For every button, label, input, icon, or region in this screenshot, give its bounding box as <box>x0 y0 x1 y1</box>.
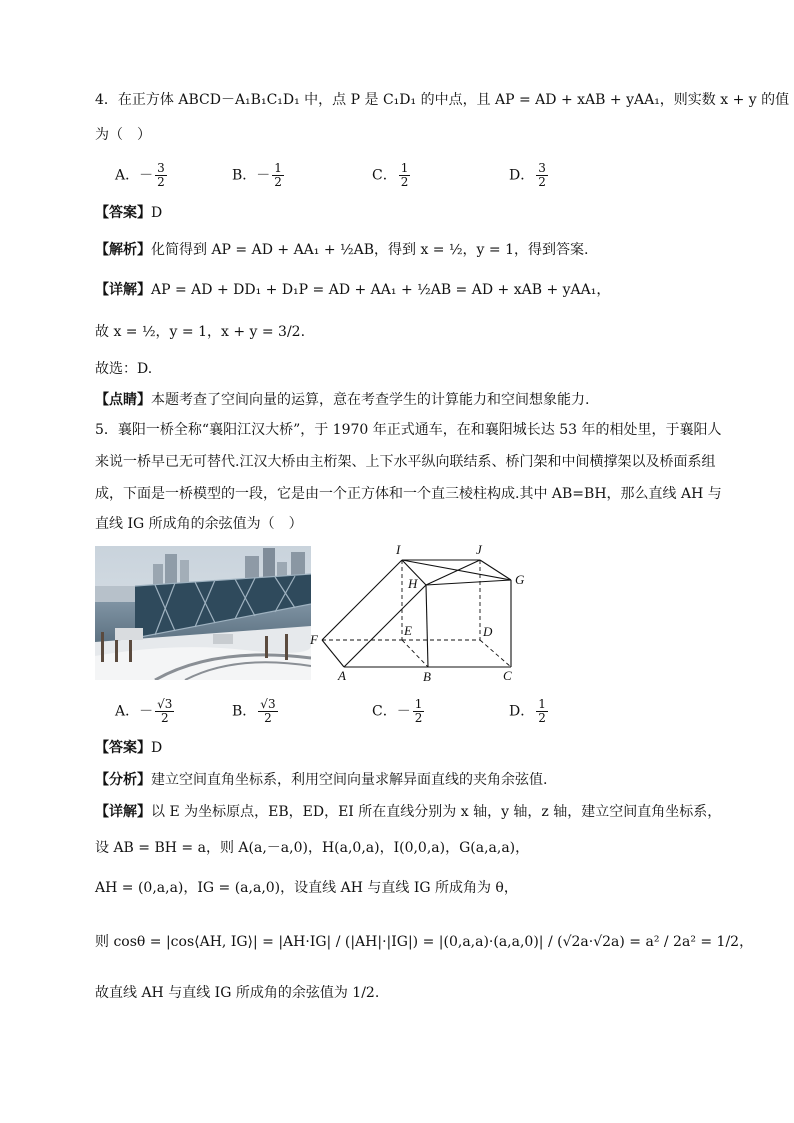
q4-option-d[interactable]: D． $\frac{3}{2}$ <box>509 161 546 189</box>
label-c: C <box>503 668 512 683</box>
q5-stem-line4: 直线 IG 所成角的余弦值为（ ） <box>95 516 303 532</box>
geometry-diagram <box>308 540 538 685</box>
label-e: E <box>404 623 412 638</box>
label-f: F <box>310 632 318 647</box>
bridge-photo <box>95 546 311 680</box>
label-i: I <box>396 542 401 557</box>
q5-detail-line2: 设 AB = BH = a，则 A(a,－a,0)，H(a,0,a)，I(0,0,a)，G(a,a,a)， <box>95 840 530 856</box>
label-d: D <box>483 624 493 639</box>
label-b: B <box>423 669 431 684</box>
edge-fa <box>322 640 344 667</box>
q4-option-b[interactable]: B．－ $\frac{1}{2}$ <box>232 161 282 189</box>
q5-detail-line3: AH = (0,a,a)，IG = (a,a,0)，设直线 AH 与直线 IG 所成角为 θ， <box>95 880 518 896</box>
label-j: J <box>476 542 482 557</box>
q5-option-c[interactable]: C．－ $\frac{1}{2}$ <box>372 697 423 725</box>
edge-hg <box>426 580 511 585</box>
q4-detail-line1: 【详解】AP = AD + DD₁ + D₁P = AD + AA₁ + ½AB = AD + xAB + yAA₁， <box>95 282 611 298</box>
bridge-photo-illustration <box>95 546 311 680</box>
label-h: H <box>408 576 418 591</box>
label-a: A <box>338 668 346 683</box>
label-g: G <box>515 572 525 587</box>
prism-cube-figure <box>308 540 538 685</box>
q5-detail-line4: 则 cosθ = |cos⟨AH, IG⟩| = |AH·IG| / (|AH|·|IG|) = |(0,a,a)·(a,a,0)| / (√2a·√2a) = a² / 2a² = 1/2， <box>95 934 754 950</box>
edge-hb <box>426 585 428 667</box>
q4-comment: 【点睛】本题考查了空间向量的运算，意在考查学生的计算能力和空间想象能力. <box>95 392 590 408</box>
q5-option-b[interactable]: B． $\frac{√3}{2}$ <box>232 697 276 725</box>
q4-analysis: 【解析】化简得到 AP = AD + AA₁ + ½AB，得到 x = ½，y = 1，得到答案. <box>95 242 589 258</box>
q4-stem-line1: 4．在正方体 ABCD－A₁B₁C₁D₁ 中，点 P 是 C₁D₁ 的中点，且 AP = AD + xAB + yAA₁，则实数 x + y 的值 <box>95 92 790 108</box>
q5-option-d[interactable]: D． $\frac{1}{2}$ <box>509 697 546 725</box>
edge-dc <box>480 640 511 667</box>
edge-ah <box>344 585 426 667</box>
q5-stem-line3: 成，下面是一桥模型的一段，它是由一个正方体和一个直三棱柱构成.其中 AB=BH，那么直线 AH 与 <box>95 486 722 502</box>
q4-answer: 【答案】D <box>95 205 163 221</box>
edge-fi <box>322 560 402 640</box>
q5-analysis: 【分析】建立空间直角坐标系，利用空间向量求解异面直线的夹角余弦值. <box>95 772 548 788</box>
q5-option-a[interactable]: A．－ $\frac{√3}{2}$ <box>115 697 173 725</box>
q4-detail-line2: 故 x = ½，y = 1，x + y = 3/2. <box>95 324 306 340</box>
q4-option-a[interactable]: A．－ $\frac{3}{2}$ <box>115 161 165 189</box>
q4-detail-line3: 故选：D. <box>95 361 153 377</box>
q5-stem-line1: 5．襄阳一桥全称“襄阳江汉大桥”，于 1970 年正式通车，在和襄阳城长达 53 年的相处里，于襄阳人 <box>95 422 722 438</box>
q5-stem-line2: 来说一桥早已无可替代.江汉大桥由主桁架、上下水平纵向联结系、桥门架和中间横撑架以及桥面系组 <box>95 454 716 470</box>
q4-option-c[interactable]: C． $\frac{1}{2}$ <box>372 161 409 189</box>
q4-stem-line2: 为（ ） <box>95 127 151 143</box>
q5-answer: 【答案】D <box>95 740 163 756</box>
edge-eb <box>402 640 428 667</box>
q5-detail-line5: 故直线 AH 与直线 IG 所成角的余弦值为 1/2. <box>95 985 380 1001</box>
q5-detail-line1: 【详解】以 E 为坐标原点，EB，ED，EI 所在直线分别为 x 轴，y 轴，z 轴，建立空间直角坐标系， <box>95 804 722 820</box>
